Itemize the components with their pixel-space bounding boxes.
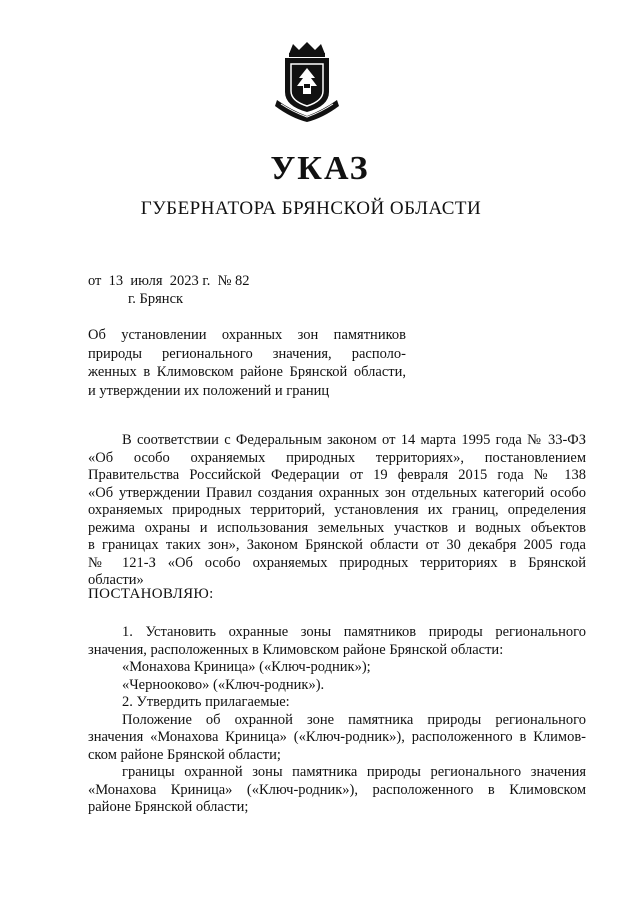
text-line: области» bbox=[88, 572, 144, 588]
text-line: В соответствии с Федеральным законом от 14 марта 1995 года № 33-ФЗ bbox=[122, 432, 586, 448]
text-line: «Монахова Криница» («Ключ-родник»), расположенного в Климовском bbox=[88, 781, 586, 798]
city-line: г. Брянск bbox=[128, 291, 184, 307]
text-line: «Об утверждении Правил создания охранных зон отдельных категорий особо bbox=[88, 484, 586, 501]
about-line: и утверждении их положений и границ bbox=[88, 382, 330, 399]
text-line: границы охранной зоны памятника природы регионального значения bbox=[122, 764, 586, 780]
document-subtitle: ГУБЕРНАТОРА БРЯНСКОЙ ОБЛАСТИ bbox=[140, 198, 482, 219]
text-line: значения, расположенных в Климовском районе Брянской области: bbox=[88, 641, 504, 658]
text-line: «Чернооково» («Ключ-родник»). bbox=[122, 676, 325, 693]
text-line: районе Брянской области; bbox=[88, 799, 249, 815]
text-line: в границах таких зон», Законом Брянской области от 30 декабря 2005 года bbox=[88, 537, 586, 553]
text-line: 1. Установить охранные зоны памятников природы регионального bbox=[122, 624, 586, 640]
preamble-paragraph bbox=[88, 432, 586, 590]
text-line: 2. Утвердить прилагаемые: bbox=[122, 694, 290, 710]
text-line: «Монахова Криница» («Ключ-родник»); bbox=[122, 659, 371, 675]
text-line: Положение об охранной зоне памятника природы регионального bbox=[122, 711, 586, 728]
decree-items bbox=[88, 624, 586, 817]
about-line: Об установлении охранных зон памятников bbox=[88, 327, 406, 343]
text-line: ском районе Брянской области; bbox=[88, 746, 281, 763]
about-line: женных в Климовском районе Брянской области, bbox=[88, 364, 406, 380]
text-line: режима охраны и использования земельных участков и водных объектов bbox=[88, 519, 586, 536]
coat-of-arms-emblem bbox=[271, 40, 343, 126]
decree-word: ПОСТАНОВЛЯЮ: bbox=[88, 586, 214, 602]
date-number-line: от 13 июля 2023 г. № 82 bbox=[88, 273, 250, 289]
text-line: охраняемых природных территорий, установления их границ, определения bbox=[88, 502, 586, 518]
text-line: Правительства Российской Федерации от 19 февраля 2015 года № 138 bbox=[88, 467, 586, 483]
about-heading bbox=[88, 326, 406, 400]
text-line: № 121-З «Об особо охраняемых природных территориях в Брянской bbox=[88, 554, 586, 571]
text-line: «Об особо охраняемых природных территориях», постановлением bbox=[88, 449, 586, 466]
document-title: УКАЗ bbox=[270, 150, 370, 187]
text-line: значения «Монахова Криница» («Ключ-родник»), расположенного в Климов- bbox=[88, 729, 586, 745]
about-line: природы регионального значения, располо- bbox=[88, 345, 406, 362]
